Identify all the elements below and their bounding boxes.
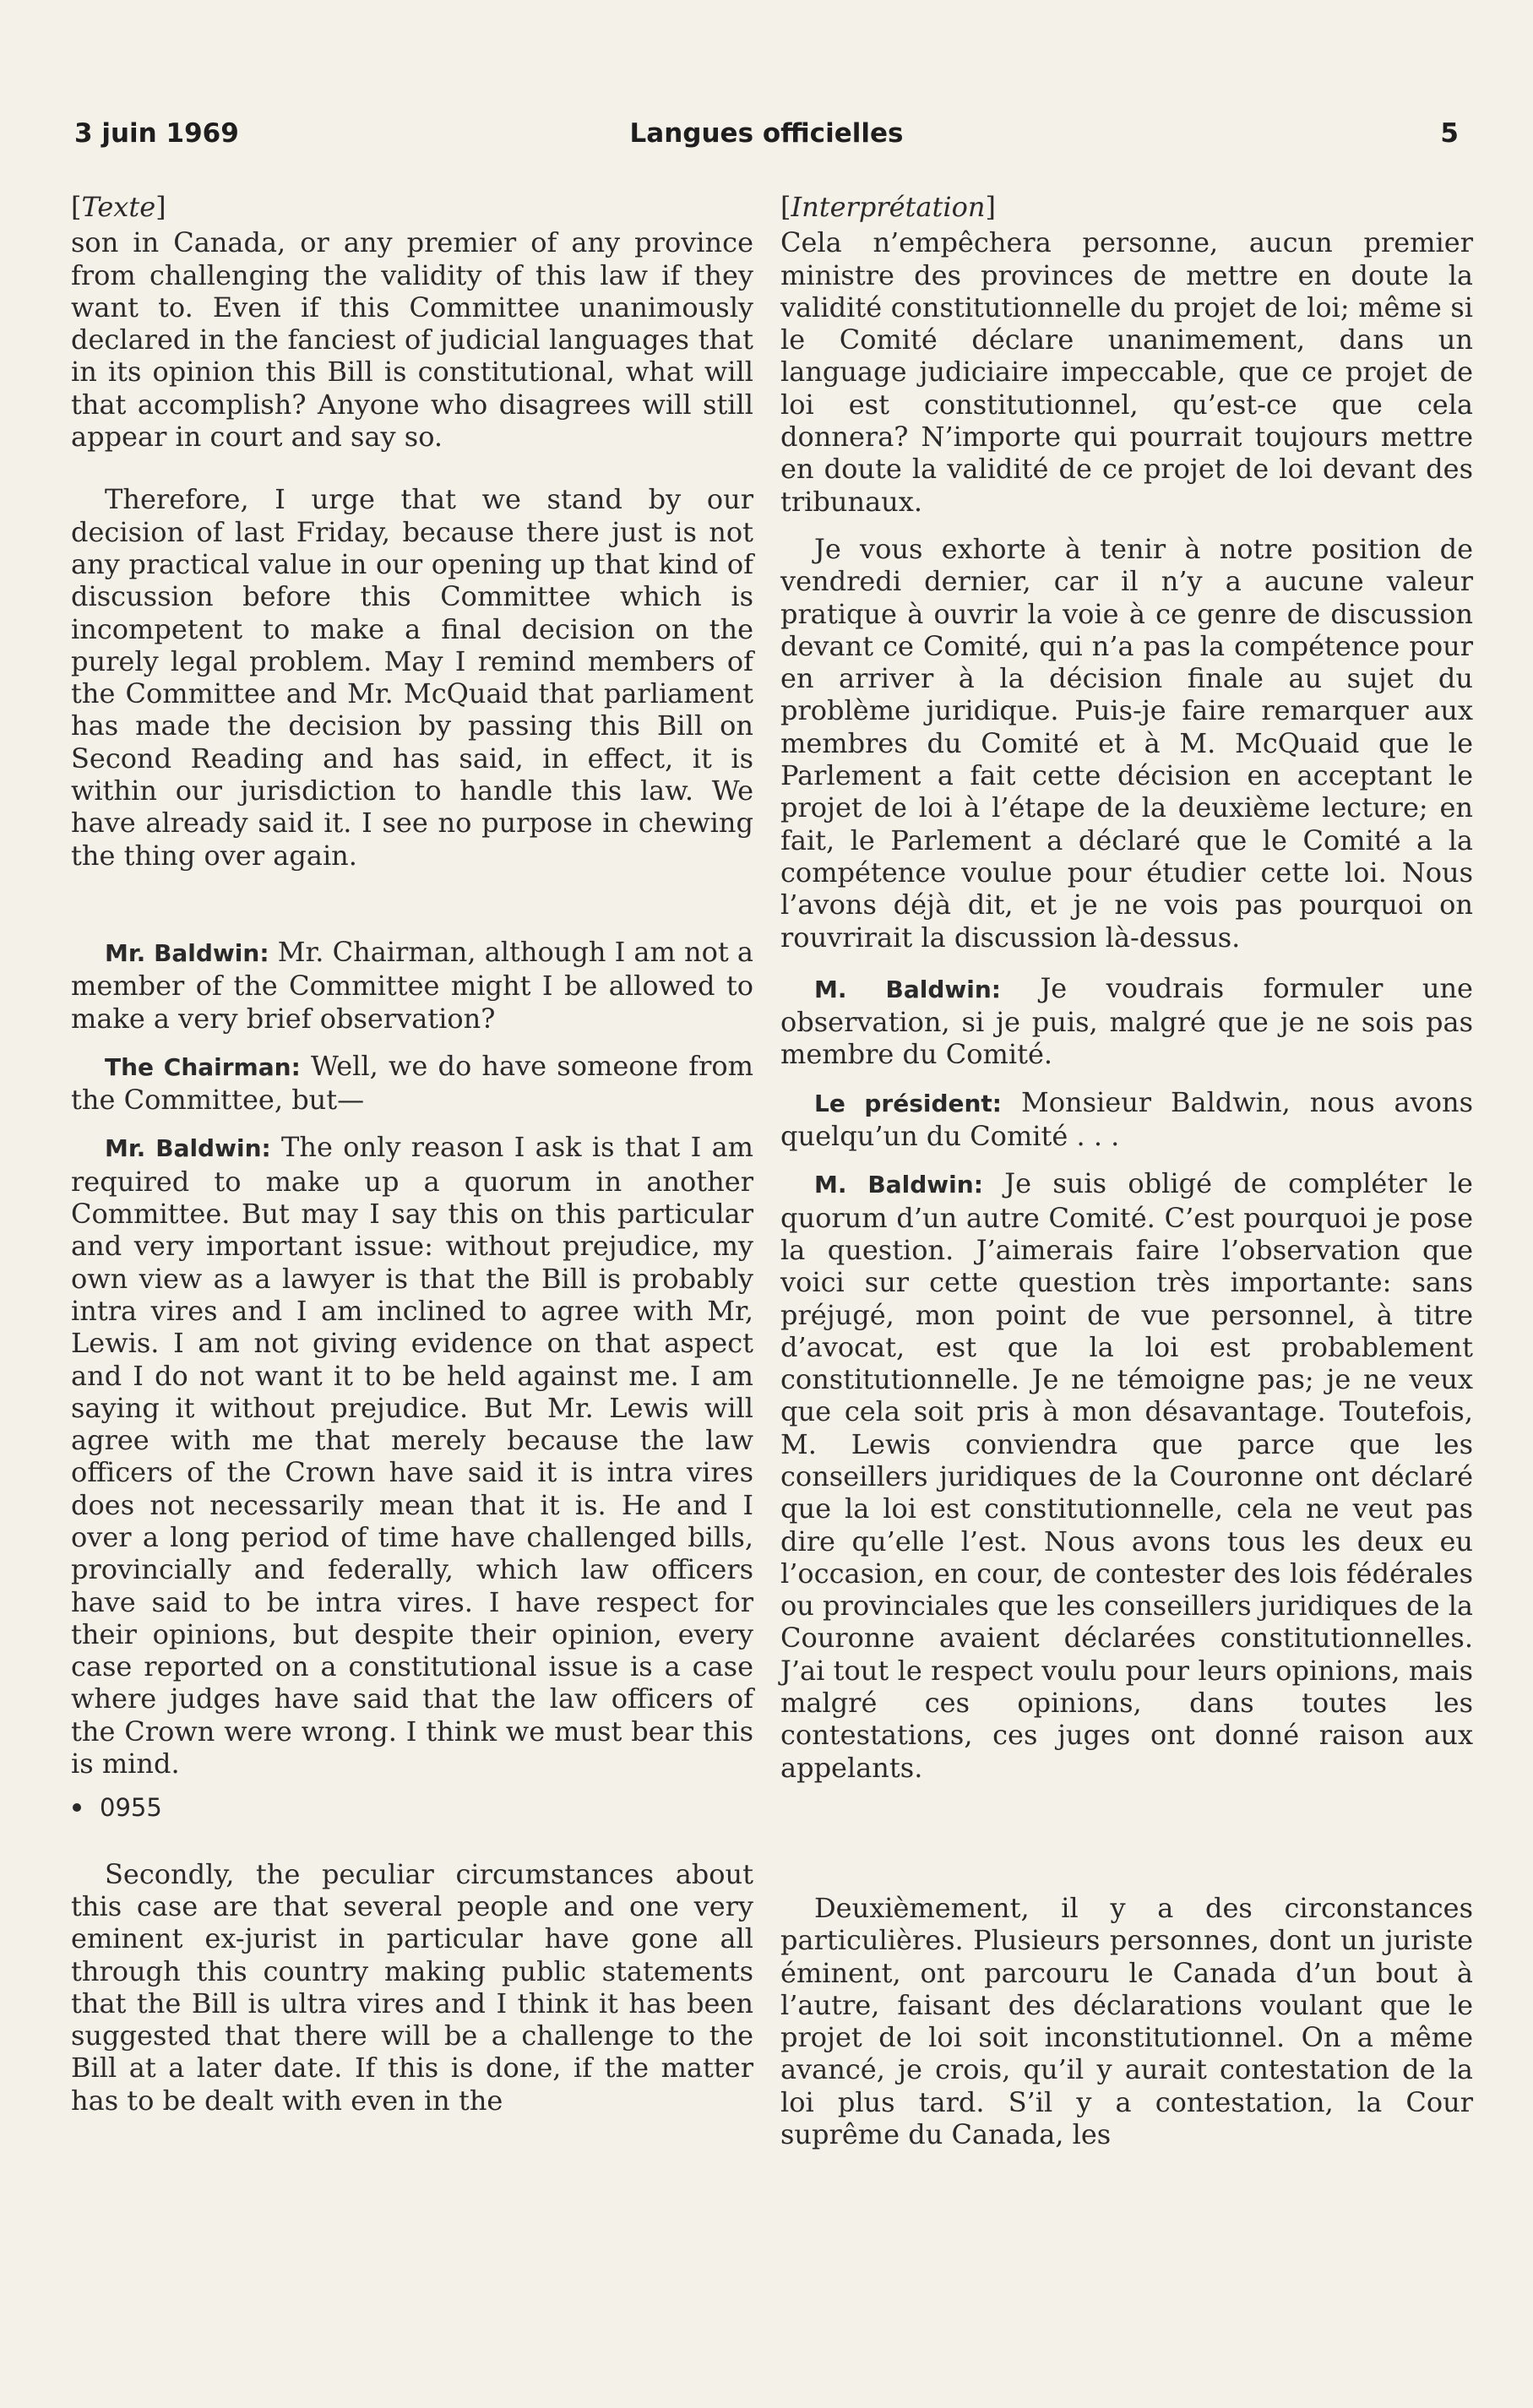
paragraph: Je vous exhorte à tenir à notre position de vendredi dernier, car il n’y a aucune valeur pratique à ouvrir la voie à ce genre de discussion devant ce Comité, qui n’a pas la compétence pour en arriver à la décision finale au sujet du problème juridique. Puis-je faire remarquer aux membres du Comité et à M. McQuaid que le Parlement a fait cette décision en acceptant le projet de loi à l’étape de la deuxième lecture; en fait, le Parlement a déclaré que le Comité a la compétence voulue pour étudier cette loi. Nous l’avons déjà dit, et je ne vois pas pourquoi on rouvrirait la discussion là-dessus. [780, 532, 1473, 954]
speech-baldwin: Mr. Baldwin: Mr. Chairman, although I am not a member of the Committee might I be allowed to make a very brief observation? [71, 935, 753, 1035]
timestamp: 0955 [71, 1791, 753, 1824]
paragraph: Deuxièmement, il y a des circonstances particulières. Plusieurs personnes, dont un juriste éminent, ont parcouru le Canada d’un bout à l’autre, faisant des déclarations voulant que le projet de loi soit inconstitutionnel. On a même avancé, je crois, qu’il y aurait contestation de la loi plus tard. S’il y a contestation, la Cour suprême du Canada, les [780, 1891, 1473, 2151]
speaker-name: M. Baldwin: [814, 1171, 983, 1199]
section-tag-texte: [Texte] [71, 191, 166, 223]
speech-baldwin: M. Baldwin: Je voudrais formuler une observation, si je puis, malgré que je ne sois pas membre du Comité. [780, 971, 1473, 1071]
paragraph: son in Canada, or any premier of any province from challenging the validity of this law if they want to. Even if this Committee unanimously declared in the fanciest of judicial languages that in its opinion this Bill is constitutional, what will that accomplish? Anyone who disagrees will still appear in court and say so. [71, 226, 753, 454]
speech-president: Le président: Monsieur Baldwin, nous avons quelqu’un du Comité . . . [780, 1085, 1474, 1153]
english-column [71, 191, 753, 2117]
speaker-name: M. Baldwin: [814, 975, 1001, 1003]
speaker-name: The Chairman: [105, 1052, 301, 1081]
page-number: 5 [1440, 118, 1459, 149]
speaker-name: Mr. Baldwin: [105, 1134, 271, 1163]
paragraph: Cela n’empêchera personne, aucun premier ministre des provinces de mettre en doute la validité constitutionnelle du projet de loi; même si le Comité déclare unanimement, dans un language judiciaire impeccable, que ce projet de loi est constitutionnel, qu’est-ce que cela donnera? N’importe qui pourrait toujours mettre en doute la validité de ce projet de loi devant des tribunaux. [780, 226, 1473, 518]
page-header [74, 118, 1459, 159]
french-column [780, 191, 1473, 2150]
speaker-name: Mr. Baldwin: [105, 938, 269, 967]
speech-chairman: The Chairman: Well, we do have someone from the Committee, but— [71, 1049, 753, 1117]
section-tag-interpretation: [Interprétation] [780, 191, 996, 223]
header-title: Langues officielles [629, 118, 904, 149]
speech-baldwin: Mr. Baldwin: The only reason I ask is that I am required to make up a quorum in another Committee. But may I say this on this particular and very important issue: without prejudice, my own view as a lawyer is that the Bill is probably intra vires and I am inclined to agree with Mr, Lewis. I am not giving evidence on that aspect and I do not want it to be held against me. I am saying it without prejudice. But Mr. Lewis will agree with me that merely because the law officers of the Crown have said it is intra vires does not necessarily mean that it is. He and I over a long period of time have challenged bills, provincially and federally, which law officers have said to be intra vires. I have respect for their opinions, but despite their opinion, every case reported on a constitutional issue is a case where judges have said that the law officers of the Crown were wrong. I think we must bear this is mind. [71, 1131, 753, 1780]
paragraph: Secondly, the peculiar circumstances about this case are that several people and one very eminent ex-jurist in particular have gone all through this country making public statements that the Bill is ultra vires and I think it has been suggested that there will be a challenge to the Bill at a later date. If this is done, if the matter has to be dealt with even in the [71, 1857, 753, 2117]
header-date: 3 juin 1969 [74, 118, 239, 149]
paragraph: Therefore, I urge that we stand by our decision of last Friday, because there just is not any practical value in our opening up that kind of discussion before this Committee which is incompetent to make a final decision on the purely legal problem. May I remind members of the Committee and Mr. McQuaid that parliament has made the decision by passing this Bill on Second Reading and has said, in effect, it is within our jurisdiction to handle this law. We have already said it. I see no purpose in chewing the thing over again. [71, 483, 753, 872]
speech-baldwin: M. Baldwin: Je suis obligé de compléter le quorum d’un autre Comité. C’est pourquoi je pose la question. J’aimerais faire l’observation que voici sur cette question très importante: sans préjugé, mon point de vue personnel, à titre d’avocat, est que la loi est probablement constitutionnelle. Je ne témoigne pas; je ne veux que cela soit pris à mon désavantage. Toutefois, M. Lewis conviendra que parce que les conseillers juridiques de la Couronne ont déclaré que la loi est constitutionnelle, cela ne veut pas dire qu’elle l’est. Nous avons tous les deux eu l’occasion, en cour, de contester des lois fédérales ou provinciales que les conseillers juridiques de la Couronne avaient déclarées constitutionnelles. J’ai tout le respect voulu pour leurs opinions, mais malgré ces opinions, dans toutes les contestations, ces juges ont donné raison aux appelants. [780, 1167, 1473, 1784]
bullet-icon [73, 1803, 81, 1812]
speaker-name: Le président: [814, 1089, 1003, 1117]
